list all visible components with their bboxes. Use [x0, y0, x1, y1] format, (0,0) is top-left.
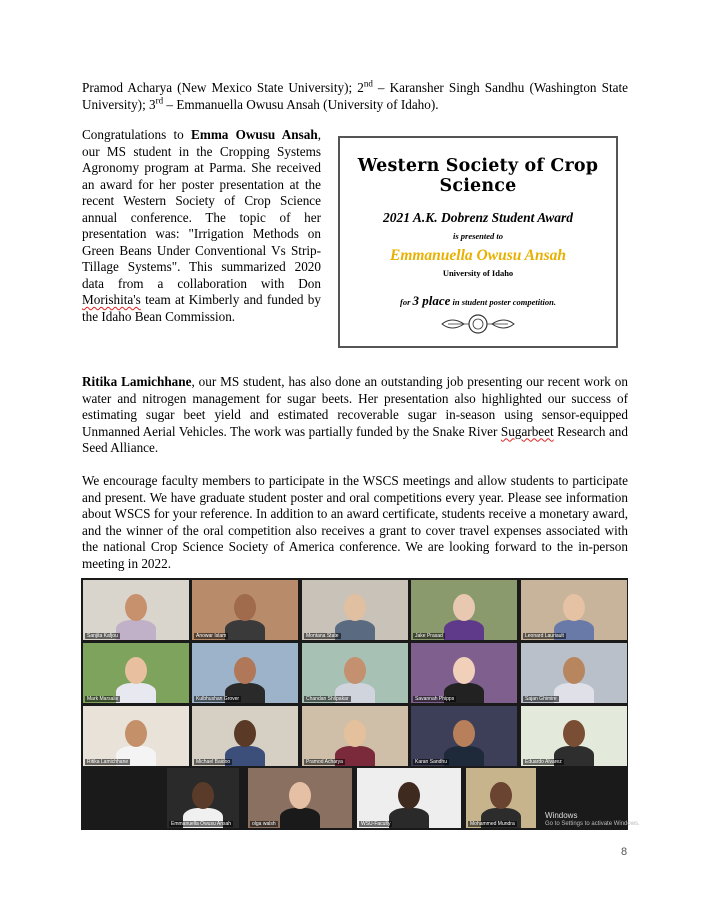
participant-name: Karan Sandhu: [415, 759, 447, 765]
participant-tile: [521, 580, 627, 640]
participant-tile: [521, 643, 627, 703]
participant-tile: [83, 706, 189, 766]
participant-name: Montana State: [306, 633, 339, 639]
windows-activation-watermark: Windows Go to Settings to activate Windows.: [545, 811, 640, 827]
certificate-place: for 3 place in student poster competition.: [400, 293, 556, 308]
participant-name: Chandan Shilpakar: [306, 696, 349, 702]
participant-avatar: [398, 782, 420, 809]
participant-avatar: [125, 594, 147, 621]
participant-name: Ritika Lamichhane: [87, 759, 129, 765]
participant-tile: [167, 768, 239, 828]
participant-tile: [411, 580, 517, 640]
participant-name: Pramod Acharya: [306, 759, 343, 765]
participant-avatar: [344, 657, 366, 684]
participant-tile: [192, 580, 298, 640]
certificate-presented: is presented to: [452, 231, 504, 241]
participant-body: [280, 808, 320, 828]
participant-name: olga walsh: [252, 821, 276, 827]
ritika-paragraph: Ritika Lamichhane, our MS student, has also done an outstanding job presenting our recent work on water and nitrogen management for sugar beets. Her presentation also highlighted our success of estimating sugar beet yield and estimated recoverable sugar in-season using sensor-equipped Unmanned Aerial Vehicles. The work was partially funded by the Snake River Sugarbeet Research and Seed Alliance.: [82, 374, 628, 455]
participant-body: [389, 808, 429, 828]
participant-name: Mark Marsalis: [87, 696, 119, 702]
award-certificate: [338, 136, 618, 348]
certificate-university: University of Idaho: [442, 268, 514, 278]
video-call-grid: [81, 578, 628, 830]
participant-avatar: [344, 594, 366, 621]
participant-tile: [521, 706, 627, 766]
participant-avatar: [453, 594, 475, 621]
participant-tile: [192, 706, 298, 766]
participant-name: Savannah Phipps: [415, 696, 455, 702]
participant-avatar: [344, 720, 366, 747]
participant-name: Jake Prasad: [415, 633, 443, 639]
participant-avatar: [453, 657, 475, 684]
participant-avatar: [563, 720, 585, 747]
participant-name: Sanjita Kafjou: [87, 633, 118, 639]
certificate-award: 2021 A.K. Dobrenz Student Award: [382, 210, 574, 225]
participant-body: [444, 620, 484, 640]
participant-tile: [192, 643, 298, 703]
participant-tile: [357, 768, 461, 828]
participant-name: WSU-Faculty: [361, 821, 391, 827]
participant-avatar: [453, 720, 475, 747]
participant-tile: [466, 768, 536, 828]
certificate-org: Western Society of Crop Science: [357, 156, 599, 196]
congratulations-paragraph: Congratulations to Emma Owusu Ansah, our MS student in the Cropping Systems Agronomy program at Parma. She received an award for her poster presentation at the recent Western Society of Crop Science annual conference. The topic of her presentation was: "Irrigation Methods on Green Beans Under Conventional Vs Strip-Tillage Systems". This summarized 2020 data from a collaboration with Don Morishita's team at Kimberly and funded by the Idaho Bean Commission.: [82, 127, 321, 324]
intro-paragraph: Pramod Acharya (New Mexico State University); 2nd – Karansher Singh Sandhu (Washington State University); 3rd – Emmanuella Owusu Ansah (University of Idaho).: [82, 78, 628, 112]
participant-tile: [411, 706, 517, 766]
participant-avatar: [490, 782, 512, 809]
participant-avatar: [192, 782, 214, 809]
participant-name: Kulbhushan Grover: [196, 696, 240, 702]
participant-tile: [411, 643, 517, 703]
participant-avatar: [125, 720, 147, 747]
participant-name: Mohammed Mundra: [470, 821, 515, 827]
certificate-recipient: Emmanuella Owusu Ansah: [389, 247, 567, 264]
participant-name: Emmanuella Owusu Ansah: [171, 821, 232, 827]
participant-body: [444, 746, 484, 766]
participant-tile: [302, 580, 408, 640]
student-name-ritika: Ritika Lamichhane: [82, 374, 192, 389]
page-number: 8: [621, 846, 628, 858]
encourage-paragraph: We encourage faculty members to participate in the WSCS meetings and allow students to participate and present. We have graduate student poster and oral competitions every year. Please see information about WSCS for your reference. In addition to an award certificate, students receive a monetary award, and the winner of the oral competition also receives a grant to cover travel expenses associated with the national Crop Science Society of America conference. We are looking forward to the in-person meeting in 2022.: [82, 473, 628, 571]
participant-avatar: [234, 720, 256, 747]
participant-tile: [302, 643, 408, 703]
participant-name: Leonard Lauriault: [525, 633, 564, 639]
participant-tile: [83, 643, 189, 703]
student-name-emma: Emma Owusu Ansah: [191, 127, 318, 142]
participant-avatar: [563, 594, 585, 621]
participant-body: [116, 620, 156, 640]
participant-name: Anowar Islam: [196, 633, 227, 639]
participant-avatar: [234, 594, 256, 621]
participant-avatar: [125, 657, 147, 684]
participant-name: Michael Baidoo: [196, 759, 231, 765]
participant-tile: [302, 706, 408, 766]
participant-body: [554, 683, 594, 703]
certificate-seal-icon: [340, 313, 616, 340]
participant-avatar: [234, 657, 256, 684]
participant-body: [335, 620, 375, 640]
participant-name: Eduardo Alvarez: [525, 759, 562, 765]
participant-name: Sajan Ghimire: [525, 696, 557, 702]
participant-body: [116, 683, 156, 703]
participant-avatar: [289, 782, 311, 809]
participant-body: [225, 620, 265, 640]
participant-avatar: [563, 657, 585, 684]
participant-tile: [248, 768, 352, 828]
participant-tile: [83, 580, 189, 640]
